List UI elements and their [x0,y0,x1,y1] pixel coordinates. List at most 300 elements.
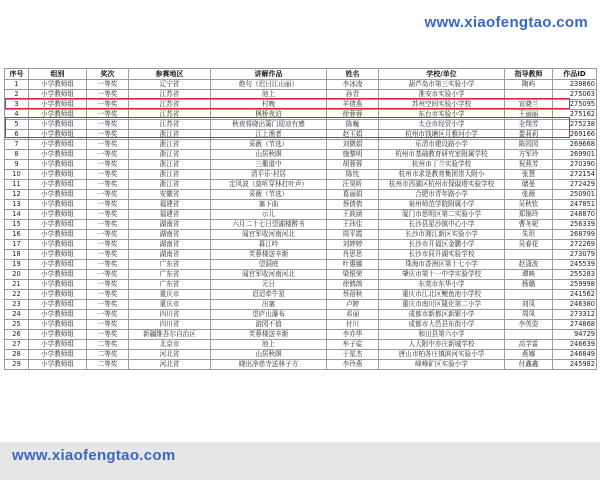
table-cell: 娄莉莉 [505,130,553,140]
table-cell: 248870 [553,210,597,220]
table-cell: 湖南省 [129,240,211,250]
table-cell: 6 [5,130,29,140]
table-cell: 241562 [553,290,597,300]
table-cell: 北京市 [129,340,211,350]
table-cell: 小学教师组 [29,340,87,350]
table-row [5,80,597,90]
table-cell: 四川省 [129,320,211,330]
table-row [5,310,597,320]
table-cell: 22 [5,290,29,300]
table-cell: 20 [5,270,29,280]
table-cell: 一等奖 [87,300,129,310]
table-cell: 陈巍 [327,120,379,130]
table-cell: 255283 [553,270,597,280]
table-cell: 唐山市柏各庄镇滨河实验小学 [379,350,505,360]
table-cell: 杨璐 [505,280,553,290]
table-cell: 小学教师组 [29,220,87,230]
table-cell: 山居秋暝 [211,350,327,360]
table-cell: 肖思思 [327,250,379,260]
table-cell: 和田县第六小学 [379,330,505,340]
table-body [5,80,597,370]
table-row [5,110,597,120]
table-cell: 239860 [553,80,597,90]
table-cell: 辽宁省 [129,80,211,90]
table-cell: 一等奖 [87,320,129,330]
table-row [5,190,597,200]
table-cell: 一等奖 [87,290,129,300]
table-cell: 小学教师组 [29,200,87,210]
table-cell: 273079 [553,250,597,260]
table-cell: 胡蓉蓉 [327,160,379,170]
table-row [5,340,597,350]
table-cell: 杭州市基础教育研究室附属学校 [379,150,505,160]
table-cell: 朱坦 [505,230,553,240]
column-header: 学校/单位 [379,69,505,80]
table-cell: 272154 [553,170,597,180]
table-cell: 广东省 [129,280,211,290]
table-cell: 陶屿 [505,80,553,90]
table-cell: 示儿 [211,210,327,220]
table-cell: 方军玲 [505,150,553,160]
table-cell: 274868 [553,320,597,330]
table-cell: 河北省 [129,350,211,360]
table-cell: 13 [5,200,29,210]
table-cell: 256339 [553,220,597,230]
table-cell: 闻官军收河南河北 [211,270,327,280]
table-cell: 湖南省 [129,230,211,240]
table-cell [505,90,553,100]
table-cell: 小学教师组 [29,100,87,110]
table-cell: 李英姿 [505,320,553,330]
table-cell: 275063 [553,90,597,100]
table-cell: 18 [5,250,29,260]
table-cell: 宣晓兰 [505,100,553,110]
table-cell: 全翔芳 [505,120,553,130]
table-cell: 小学教师组 [29,330,87,340]
table-cell: 山居秋暝 [211,150,327,160]
table-cell: 郑锦玲 [505,210,553,220]
table-cell: 成都市大邑县东街小学 [379,320,505,330]
table-cell: 采薇（节选） [211,140,327,150]
table-cell: 刘凤 [505,300,553,310]
table-cell: 淮安市实验小学 [379,90,505,100]
table-row [5,250,597,260]
table-cell: 一等奖 [87,250,129,260]
table-cell: 芙蓉楼送辛渐 [211,330,327,340]
table-cell: 村晚 [211,100,327,110]
table-row [5,150,597,160]
table-cell: 一等奖 [87,330,129,340]
table-cell: 小学教师组 [29,290,87,300]
table-row [5,130,597,140]
table-cell: 一等奖 [87,200,129,210]
table-cell: 一等奖 [87,260,129,270]
table-cell: 张薇 [505,190,553,200]
table-cell: 浙江省 [129,150,211,160]
table-cell: 珠海市香洲区第十七小学 [379,260,505,270]
table-cell: 24 [5,310,29,320]
table-cell: 新疆维吾尔自治区 [129,330,211,340]
table-cell: 施黎明 [327,150,379,160]
table-cell: 小学教师组 [29,320,87,330]
table-row [5,100,597,110]
table-cell: 王玮佳 [327,220,379,230]
table-row [5,330,597,340]
table-cell: 付鑫鑫 [505,360,553,370]
table-cell: 曹冬妮 [505,220,553,230]
watermark-bottom: www.xiaofengtao.com [12,447,176,464]
table-cell: 8 [5,150,29,160]
table-cell: 清平乐·村居 [211,170,327,180]
table-cell: 王丽丽 [505,110,553,120]
table-cell: 小学教师组 [29,300,87,310]
table-cell: 小学教师组 [29,280,87,290]
table-cell: 重庆市南川区隆化第二小学 [379,300,505,310]
table-cell: 绝句（迟日江山丽） [211,80,327,90]
table-cell: 二等奖 [87,360,129,370]
table-cell: 江苏省 [129,110,211,120]
table-cell: 秋夜将晓出篱门迎凉有感 [211,120,327,130]
table-cell: 四川省 [129,310,211,320]
table-row [5,120,597,130]
table-cell: 一等奖 [87,160,129,170]
table-cell: 乐清市建设路小学 [379,140,505,150]
table-cell: 湖南省 [129,220,211,230]
table-row [5,320,597,330]
table-cell: 羊倩燕 [327,100,379,110]
table-cell: 枫桥夜泊 [211,110,327,120]
table-cell: 六月二十七日望湖楼醉书 [211,220,327,230]
table-cell: 二等奖 [87,350,129,360]
table-cell: 江上渔者 [211,130,327,140]
table-cell: 安徽省 [129,190,211,200]
table-cell: 蔡倩倩 [327,200,379,210]
table-cell: 小学教师组 [29,170,87,180]
table-cell: 太仓市经贸小学 [379,120,505,130]
table-cell: 28 [5,350,29,360]
table-cell [505,290,553,300]
table-cell: 采薇（节选） [211,190,327,200]
table-cell: 25 [5,320,29,330]
table-row [5,200,597,210]
table-cell: 272429 [553,180,597,190]
table-cell: 晓出净慈寺送林子方 [211,360,327,370]
table-cell: 一等奖 [87,220,129,230]
table-cell: 吴春花 [505,240,553,250]
table-cell: 浙江省 [129,180,211,190]
table-cell: 出塞 [211,300,327,310]
table-cell: 一等奖 [87,100,129,110]
table-cell: 19 [5,260,29,270]
table-cell: 福建省 [129,210,211,220]
table-cell: 浙江省 [129,140,211,150]
table-cell: 一等奖 [87,170,129,180]
award-table-sheet [4,68,596,370]
table-cell: 望洞庭 [211,260,327,270]
table-cell: 小学教师组 [29,230,87,240]
table-cell: 小学教师组 [29,360,87,370]
table-cell: 浙江省 [129,170,211,180]
table-cell: 246380 [553,300,597,310]
table-cell: 273312 [553,310,597,320]
table-cell: 游园不值 [211,320,327,330]
table-cell: 长沙市开福区金鹏小学 [379,240,505,250]
award-table [4,68,597,370]
table-cell: 于星杰 [327,350,379,360]
table-cell: 小学教师组 [29,310,87,320]
table-cell: 杭州市钱塘区月雅河小学 [379,130,505,140]
table-cell: 汪昊昕 [327,180,379,190]
table-cell: 269668 [553,140,597,150]
table-row [5,270,597,280]
table-cell: 15 [5,220,29,230]
column-header: 指导教师 [505,69,553,80]
table-cell [505,330,553,340]
table-cell: 26 [5,330,29,340]
table-cell: 3 [5,100,29,110]
table-cell: 一等奖 [87,120,129,130]
table-cell: 李冰凌 [327,80,379,90]
table-cell: 5 [5,120,29,130]
table-cell: 燕娜 [505,350,553,360]
table-cell: 小学教师组 [29,240,87,250]
table-cell: 肇庆市第十一中学实验学校 [379,270,505,280]
table-cell: 小学教师组 [29,80,87,90]
table-cell: 一等奖 [87,240,129,250]
table-cell: 李玲燕 [327,360,379,370]
table-cell: 谭映 [505,270,553,280]
table-cell: 长沙县星沙镇中心小学 [379,220,505,230]
table-cell: 东莞市东华小学 [379,280,505,290]
table-cell: 邓丽 [327,310,379,320]
table-cell: 一等奖 [87,270,129,280]
table-cell: 江苏省 [129,90,211,100]
table-row [5,360,597,370]
table-cell: 10 [5,170,29,180]
table-cell: 275238 [553,120,597,130]
watermark-top: www.xiaofengtao.com [424,14,588,31]
table-cell: 12 [5,190,29,200]
table-cell: 一等奖 [87,90,129,100]
table-cell: 梁银荣 [327,270,379,280]
table-row [5,240,597,250]
table-row [5,350,597,360]
table-cell: 小学教师组 [29,190,87,200]
table-cell: 张慧 [505,170,553,180]
table-row [5,300,597,310]
table-row [5,290,597,300]
table-cell: 浙江省 [129,130,211,140]
table-header-row [5,69,597,80]
table-cell: 一等奖 [87,190,129,200]
table-cell: 元日 [211,280,327,290]
table-cell: 小学教师组 [29,90,87,100]
table-row [5,90,597,100]
table-cell: 272269 [553,240,597,250]
table-cell: 三衢道中 [211,160,327,170]
table-cell: 福建省 [129,200,211,210]
table-cell: 池上 [211,340,327,350]
table-cell: 浙江省 [129,160,211,170]
table-cell: 葛丽娟 [327,190,379,200]
table-cell: 王筱涵 [327,210,379,220]
table-row [5,170,597,180]
table-cell: 小学教师组 [29,160,87,170]
table-cell: 刘微娟 [327,140,379,150]
table-cell: 塞下曲 [211,200,327,210]
table-cell: 小学教师组 [29,250,87,260]
table-cell: 269901 [553,150,597,160]
table-cell: 高学雷 [505,340,553,350]
table-cell: 江苏省 [129,120,211,130]
table-row [5,140,597,150]
table-cell: 重庆市江北区鲤鱼池小学校 [379,290,505,300]
table-cell: 一等奖 [87,230,129,240]
table-cell: 周凤 [505,310,553,320]
column-header: 奖次 [87,69,129,80]
table-cell: 21 [5,280,29,290]
table-cell: 2 [5,90,29,100]
table-cell: 4 [5,110,29,120]
table-cell: 小学教师组 [29,120,87,130]
table-row [5,220,597,230]
table-cell: 葫芦岛市第三实验小学 [379,80,505,90]
table-cell: 卢婷 [327,300,379,310]
table-cell: 厦门市思明区第二实验小学 [379,210,505,220]
table-cell: 一等奖 [87,310,129,320]
table-cell: 人大附中亦庄新城学校 [379,340,505,350]
table-cell: 小学教师组 [29,110,87,120]
table-cell: 14 [5,210,29,220]
table-cell: 1 [5,80,29,90]
table-cell: 闻官军收河南河北 [211,230,327,240]
table-cell: 一等奖 [87,140,129,150]
table-cell: 池上 [211,90,327,100]
table-cell: 李亦华 [327,330,379,340]
table-cell: 徐鹤鸽 [327,280,379,290]
table-cell: 杭州市求是教育集团崇大附小 [379,170,505,180]
table-cell: 16 [5,230,29,240]
table-row [5,280,597,290]
table-cell: 9 [5,160,29,170]
table-cell: 275162 [553,110,597,120]
table-cell: 刘婷婷 [327,240,379,250]
table-cell: 成都市新都区新繁小学 [379,310,505,320]
column-header: 姓名 [327,69,379,80]
table-cell: 11 [5,180,29,190]
table-cell: 芙蓉楼送辛渐 [211,250,327,260]
table-cell: 峰峰矿区实验小学 [379,360,505,370]
table-cell: 245982 [553,360,597,370]
table-cell: 268799 [553,230,597,240]
table-cell: 暮江吟 [211,240,327,250]
table-cell: 17 [5,240,29,250]
table-cell: 长沙市同升湖实验学校 [379,250,505,260]
table-cell: 吴秋钦 [505,200,553,210]
table-cell: 杭州市西湖区杭州市保俶塔实验学校 [379,180,505,190]
table-cell: 259998 [553,280,597,290]
table-cell: 二等奖 [87,340,129,350]
table-row [5,230,597,240]
column-header: 作品ID [553,69,597,80]
table-cell: 重庆市 [129,300,211,310]
table-cell: 徐蓉蓉 [327,110,379,120]
table-cell: 陈园园 [505,140,553,150]
table-row [5,260,597,270]
table-row [5,210,597,220]
table-cell: 小学教师组 [29,270,87,280]
table-cell: 周平霞 [327,230,379,240]
table-cell: 7 [5,140,29,150]
table-cell: 247851 [553,200,597,210]
table-cell: 泉州师范学院附属小学 [379,200,505,210]
table-cell: 94729 [553,330,597,340]
column-header: 组别 [29,69,87,80]
table-cell: 孙青 [327,90,379,100]
table-cell: 长沙市湘江新区实验小学 [379,230,505,240]
table-cell: 重庆市 [129,290,211,300]
table-cell [505,250,553,260]
table-cell: 牟子娑 [327,340,379,350]
table-cell: 广东省 [129,270,211,280]
table-cell: 望庐山瀑布 [211,310,327,320]
column-header: 讲解作品 [211,69,327,80]
table-cell: 小学教师组 [29,260,87,270]
table-cell: 陈忱 [327,170,379,180]
table-cell: 小学教师组 [29,210,87,220]
table-cell: 定风波（莫听穿林打叶声） [211,180,327,190]
table-cell: 27 [5,340,29,350]
table-cell: 小学教师组 [29,150,87,160]
table-cell: 270390 [553,160,597,170]
table-cell: 小学教师组 [29,140,87,150]
table-cell: 23 [5,300,29,310]
table-row [5,160,597,170]
table-cell: 储曼 [505,180,553,190]
table-cell: 叶惠娜 [327,260,379,270]
table-cell: 250901 [553,190,597,200]
table-cell: 杭州市丁兰实验学校 [379,160,505,170]
table-cell: 269166 [553,130,597,140]
column-header: 序号 [5,69,29,80]
table-cell: 一等奖 [87,280,129,290]
table-cell: 一等奖 [87,180,129,190]
table-cell: 蔡蓓秋 [327,290,379,300]
table-cell: 付川 [327,320,379,330]
table-cell: 祝燕芳 [505,160,553,170]
table-cell: 一等奖 [87,110,129,120]
table-cell: 275095 [553,100,597,110]
table-cell: 小学教师组 [29,350,87,360]
table-cell: 一等奖 [87,210,129,220]
table-cell: 一等奖 [87,150,129,160]
table-cell: 广东省 [129,260,211,270]
table-cell: 246849 [553,350,597,360]
table-cell: 东台市实验小学 [379,110,505,120]
table-row [5,180,597,190]
table-cell: 245539 [553,260,597,270]
table-cell: 赵玉娟 [327,130,379,140]
table-cell: 小学教师组 [29,180,87,190]
table-cell: 一等奖 [87,130,129,140]
table-cell: 小学教师组 [29,130,87,140]
table-cell: 湖南省 [129,250,211,260]
table-cell: 河北省 [129,360,211,370]
table-cell: 苏州空间实验小学校 [379,100,505,110]
table-cell: 246639 [553,340,597,350]
table-cell: 合肥市青年路小学 [379,190,505,200]
column-header: 参赛地区 [129,69,211,80]
